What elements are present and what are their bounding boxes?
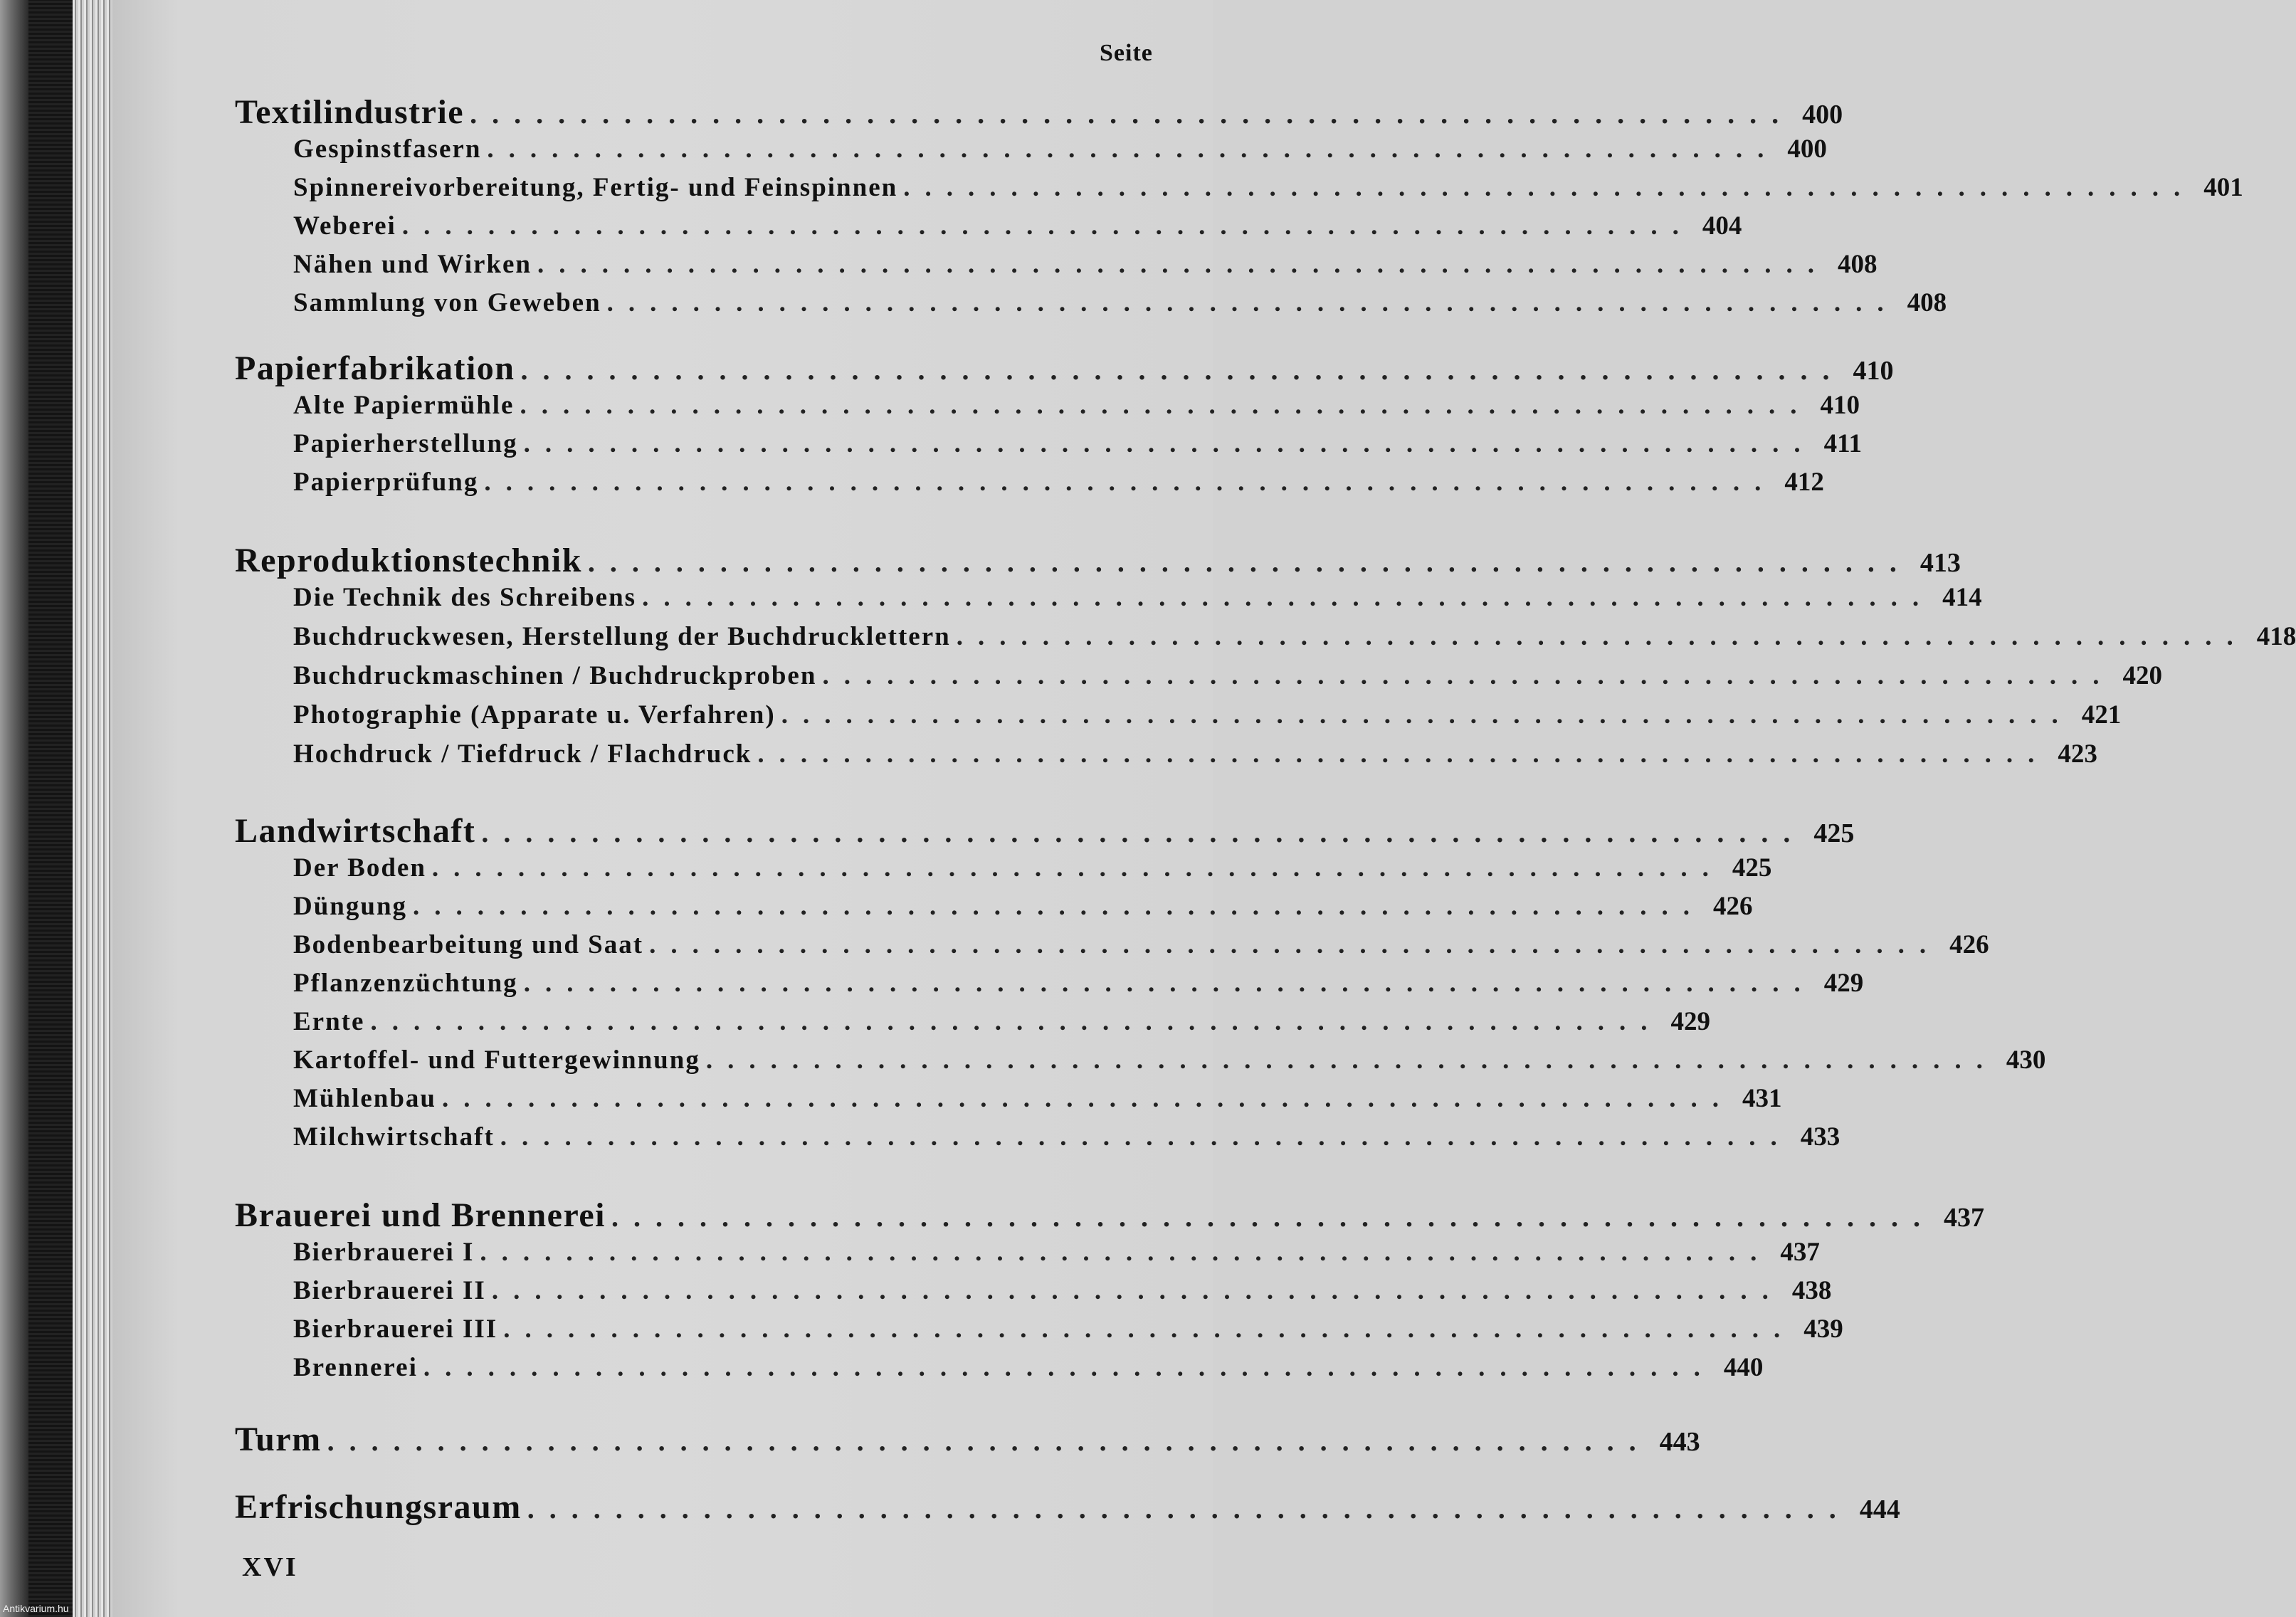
toc-section-title: Papierfabrikation xyxy=(235,349,515,387)
toc-entry xyxy=(293,211,1742,241)
toc-section xyxy=(235,1196,1985,1235)
toc-entry xyxy=(293,1045,2046,1075)
toc-leader-dots: ............................................................ xyxy=(523,969,1816,998)
toc-leader-dots: ............................................................ xyxy=(503,1315,1796,1344)
toc-entry-page: 439 xyxy=(1803,1315,1843,1344)
toc-section xyxy=(235,1487,1900,1527)
toc-entry-title: Nähen und Wirken xyxy=(293,250,532,279)
toc-leader-dots: ............................................................ xyxy=(956,622,2248,651)
toc-entry-page: 430 xyxy=(2006,1045,2046,1075)
toc-entry-title: Buchdruckmaschinen / Buchdruckproben xyxy=(293,661,817,690)
toc-entry-title: Pflanzenzüchtung xyxy=(293,969,518,998)
toc-leader-dots: ............................................................ xyxy=(705,1045,1998,1075)
toc-leader-dots: ............................................................ xyxy=(481,816,1806,848)
toc-entry xyxy=(293,1314,1843,1344)
toc-leader-dots: ............................................................ xyxy=(401,211,1694,241)
toc-entry-title: Kartoffel- und Futtergewinnung xyxy=(293,1045,700,1075)
toc-entry-title: Milchwirtschaft xyxy=(293,1122,495,1152)
toc-entry xyxy=(293,660,2162,691)
toc-leader-dots: ............................................................ xyxy=(442,1084,1734,1113)
toc-entry-page: 408 xyxy=(1907,288,1947,317)
toc-entry-page: 438 xyxy=(1791,1276,1832,1305)
toc-leader-dots: ............................................................ xyxy=(822,661,2115,690)
toc-entry-title: Ernte xyxy=(293,1007,365,1036)
toc-leader-dots: ............................................................ xyxy=(523,429,1816,458)
toc-leader-dots: ............................................................ xyxy=(642,583,1934,612)
toc-entry xyxy=(293,172,2243,203)
toc-entry-page: 437 xyxy=(1780,1238,1820,1267)
toc-entry-page: 431 xyxy=(1742,1084,1782,1113)
toc-section-title: Reproduktionstechnik xyxy=(235,542,582,579)
toc-entry xyxy=(293,1352,1764,1383)
toc-entry-title: Alte Papiermühle xyxy=(293,391,515,420)
page-edges xyxy=(73,0,112,1617)
toc-section-title: Textilindustrie xyxy=(235,93,465,131)
toc-entry-page: 414 xyxy=(1942,583,1982,612)
toc-entry-title: Die Technik des Schreibens xyxy=(293,583,637,612)
toc-entry-title: Papierprüfung xyxy=(293,468,479,497)
toc-entry-page: 421 xyxy=(2081,700,2122,730)
toc-entry-title: Weberei xyxy=(293,211,396,241)
toc-entry xyxy=(293,929,1989,960)
toc-leader-dots: ............................................................ xyxy=(757,739,2050,769)
toc-entry-page: 420 xyxy=(2122,661,2162,690)
toc-leader-dots: ............................................................ xyxy=(606,288,1899,317)
book-spine xyxy=(28,0,73,1617)
toc-leader-dots: ............................................................ xyxy=(413,892,1705,921)
toc-leader-dots: ............................................................ xyxy=(527,1492,1851,1524)
toc-entry-title: Düngung xyxy=(293,892,408,921)
toc-entry-page: 408 xyxy=(1837,250,1878,279)
toc-leader-dots: ............................................................ xyxy=(487,135,1779,164)
toc-entry-page: 429 xyxy=(1823,969,1864,998)
toc-leader-dots: ............................................................ xyxy=(470,98,1794,130)
toc-leader-dots: ............................................................ xyxy=(611,1201,1936,1233)
toc-entry xyxy=(293,582,1982,613)
toc-leader-dots: ............................................................ xyxy=(520,354,1845,386)
toc-entry xyxy=(293,1006,1710,1037)
toc-leader-dots: ............................................................ xyxy=(649,930,1942,959)
toc-leader-dots: ............................................................ xyxy=(520,391,1812,420)
toc-entry-title: Brennerei xyxy=(293,1353,418,1382)
toc-section-page: 437 xyxy=(1944,1203,1985,1233)
toc-section-page: 413 xyxy=(1920,548,1961,578)
toc-section-title: Erfrischungsraum xyxy=(235,1488,522,1526)
toc-entry-page: 429 xyxy=(1670,1007,1710,1036)
toc-leader-dots: ............................................................ xyxy=(484,468,1776,497)
toc-leader-dots: ............................................................ xyxy=(491,1276,1784,1305)
page-number-roman: XVI xyxy=(242,1552,298,1582)
toc-entry xyxy=(293,390,1860,421)
toc-entry-page: 404 xyxy=(1702,211,1742,241)
toc-section-page: 443 xyxy=(1659,1427,1700,1457)
toc-leader-dots: ............................................................ xyxy=(370,1007,1663,1036)
toc-leader-dots: ............................................................ xyxy=(480,1238,1772,1267)
toc-entry-title: Der Boden xyxy=(293,853,426,883)
toc-entry xyxy=(293,249,1878,280)
toc-entry-page: 418 xyxy=(2256,622,2296,651)
toc-entry-title: Buchdruckwesen, Herstellung der Buchdrucklettern xyxy=(293,622,951,651)
toc-entry xyxy=(293,968,1864,999)
toc-entry-title: Bierbrauerei I xyxy=(293,1238,475,1267)
toc-entry-title: Bodenbearbeitung und Saat xyxy=(293,930,644,959)
toc-section xyxy=(235,93,1843,132)
toc-entry-page: 423 xyxy=(2058,739,2097,769)
toc-entry-page: 440 xyxy=(1723,1353,1764,1382)
toc-entry-page: 426 xyxy=(1713,892,1753,921)
toc-section xyxy=(235,541,1961,580)
toc-entry-title: Bierbrauerei III xyxy=(293,1315,498,1344)
toc-entry-title: Spinnereivorbereitung, Fertig- und Feinspinnen xyxy=(293,173,898,202)
toc-leader-dots: ............................................................ xyxy=(537,250,1829,279)
toc-entry xyxy=(293,134,1827,164)
toc-leader-dots: ............................................................ xyxy=(903,173,2196,202)
toc-entry xyxy=(293,1122,1841,1152)
toc-entry-page: 400 xyxy=(1787,135,1827,164)
toc-entry-title: Sammlung von Geweben xyxy=(293,288,601,317)
toc-section-page: 425 xyxy=(1813,818,1855,848)
toc-entry-page: 401 xyxy=(2203,173,2243,202)
toc-leader-dots: ............................................................ xyxy=(781,700,2073,730)
toc-entry-page: 411 xyxy=(1823,429,1863,458)
toc-entry xyxy=(293,288,1947,318)
toc-entry xyxy=(293,1237,1820,1268)
toc-entry xyxy=(293,853,1772,883)
toc-section-title: Turm xyxy=(235,1421,322,1458)
toc-section-page: 410 xyxy=(1853,356,1894,386)
toc-section xyxy=(235,811,1855,850)
toc-entry-title: Hochdruck / Tiefdruck / Flachdruck xyxy=(293,739,752,769)
toc-leader-dots: ............................................................ xyxy=(587,546,1912,578)
toc-entry xyxy=(293,467,1824,497)
toc-leader-dots: ............................................................ xyxy=(423,1353,1715,1382)
toc-section-title: Brauerei und Brennerei xyxy=(235,1196,606,1234)
toc-entry xyxy=(293,1275,1832,1306)
seite-column-heading: Seite xyxy=(1100,40,1153,66)
toc-entry-page: 412 xyxy=(1784,468,1824,497)
toc-entry xyxy=(293,739,2097,769)
toc-section-title: Landwirtschaft xyxy=(235,812,476,850)
toc-entry xyxy=(293,1083,1782,1114)
book-binding xyxy=(0,0,28,1617)
toc-section xyxy=(235,349,1894,388)
watermark-text: Antikvarium.hu xyxy=(3,1603,69,1614)
toc-entry-page: 433 xyxy=(1800,1122,1841,1152)
toc-entry-title: Papierherstellung xyxy=(293,429,518,458)
toc-leader-dots: ............................................................ xyxy=(327,1425,1651,1457)
toc-section-page: 444 xyxy=(1859,1495,1900,1524)
toc-leader-dots: ............................................................ xyxy=(431,853,1724,883)
toc-entry-page: 426 xyxy=(1949,930,1989,959)
toc-leader-dots: ............................................................ xyxy=(500,1122,1792,1152)
toc-entry-page: 425 xyxy=(1732,853,1772,883)
toc-entry xyxy=(293,700,2122,730)
toc-entry-title: Mühlenbau xyxy=(293,1084,437,1113)
toc-section-page: 400 xyxy=(1802,100,1843,130)
toc-entry xyxy=(293,428,1863,459)
toc-entry-title: Gespinstfasern xyxy=(293,135,482,164)
toc-entry-page: 410 xyxy=(1820,391,1860,420)
toc-entry xyxy=(293,891,1753,922)
toc-entry xyxy=(293,621,2296,652)
toc-section xyxy=(235,1420,1700,1459)
toc-entry-title: Bierbrauerei II xyxy=(293,1276,486,1305)
toc-entry-title: Photographie (Apparate u. Verfahren) xyxy=(293,700,776,730)
